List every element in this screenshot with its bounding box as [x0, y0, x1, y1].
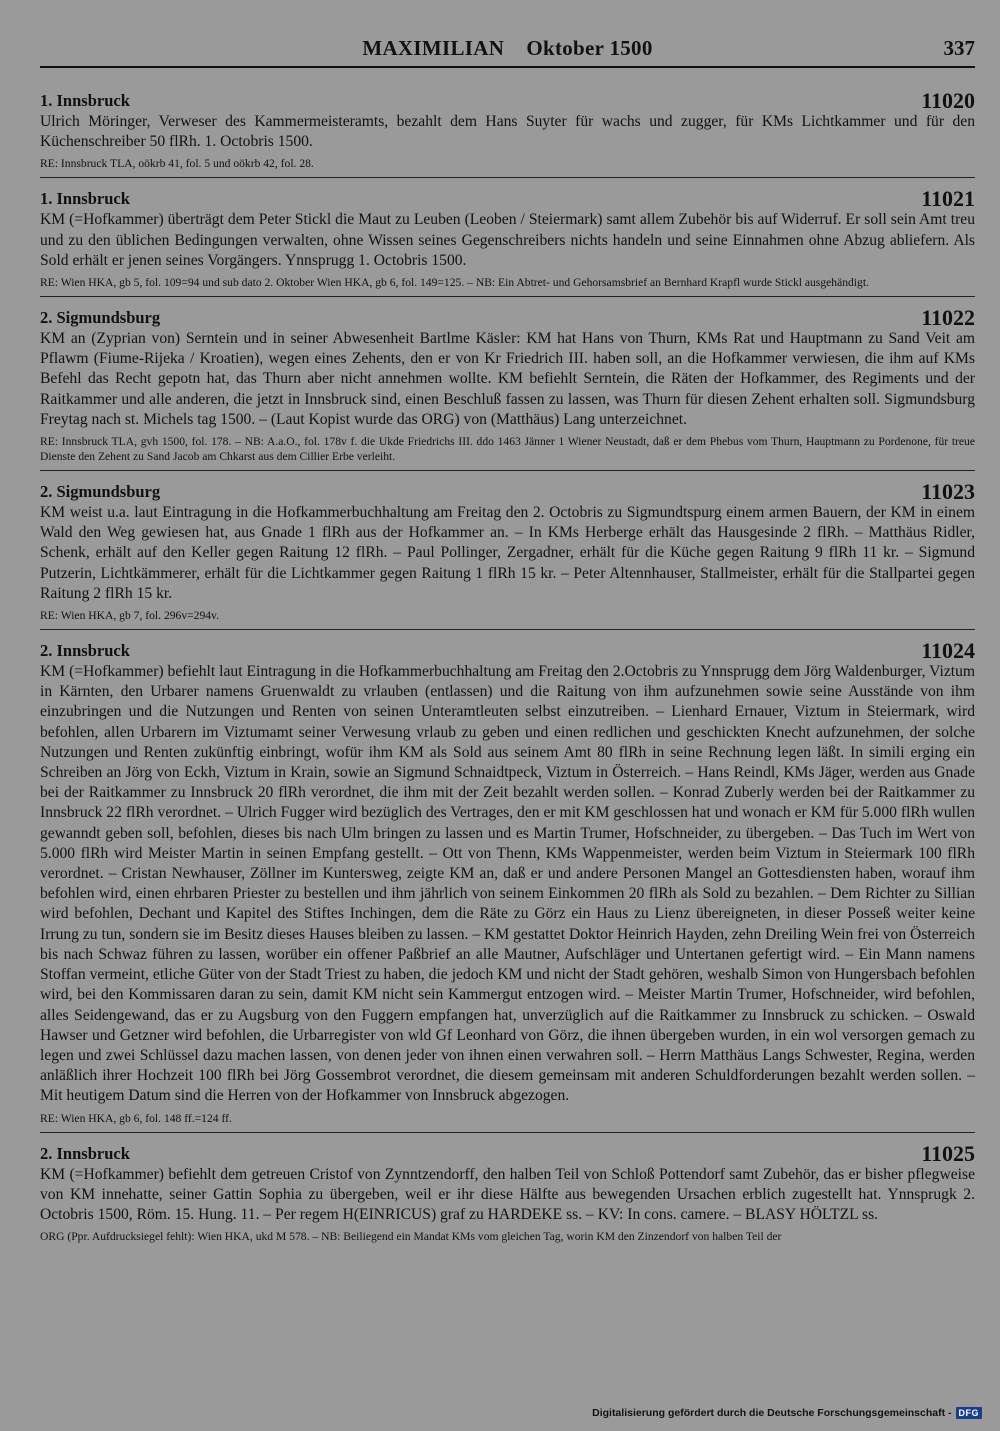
- entry-divider: [40, 1132, 975, 1133]
- entry-note: RE: Wien HKA, gb 6, fol. 148 ff.=124 ff.: [40, 1111, 232, 1125]
- entry-place: 1. Innsbruck: [40, 189, 130, 209]
- entry-body: KM (=Hofkammer) befiehlt dem getreuen Cristof von Zynntzendorff, den halben Teil von Schloß Pottendorf samt Zubehör, das er bisher pflegweise von KM innehatte, seiner Gattin Sophia zu übergeben, weil er ihr diese Hälfte aus bewegenden Ursachen erblich zugestellt hat. Ynnsprugk 2. Octobris 1500, Röm. 15. Hung. 11. – Per regem H(EINRICUS) graf zu HARDEKE ss. – KV: In cons. camere. – BLASY HÖLTZL ss.: [40, 1165, 975, 1223]
- entry-11020: [40, 88, 975, 178]
- entry-11024: [40, 638, 975, 1132]
- entry-place: 2. Sigmundsburg: [40, 308, 161, 328]
- entry-place: 2. Innsbruck: [40, 641, 130, 661]
- entry-body: KM weist u.a. laut Eintragung in die Hofkammerbuchhaltung am Freitag den 2. Octobris zu Sigmundtspurg einem armen Bauern, der KM in einem Wald den Weg gewiesen hat, aus Gnade 1 flRh aus der Hofkammer an. – In KMs Herberge erhält das Hausgesinde 2 flRh. – Matthäus Ridler, Schenk, erhält auf den Keller gegen Raitung 12 flRh. – Paul Pollinger, Zergadner, erhält für die Küche gegen Raitung 9 flRh 11 kr. – Sigmund Putzerin, Lichtkämmerer, erhält für die Lichtkammer gegen Raitung 1 flRh 15 kr. – Peter Altennhauser, Stallmeister, erhält für die Stallpartei gegen Raitung 2 flRh 15 kr.: [40, 504, 975, 602]
- entry-head: [40, 638, 975, 662]
- entry-head: [40, 186, 975, 210]
- page-header: [40, 36, 975, 66]
- entry-number: 11024: [921, 638, 975, 664]
- entry-head: [40, 88, 975, 112]
- entry-note: RE: Innsbruck TLA, oökrb 41, fol. 5 und oökrb 42, fol. 28.: [40, 157, 314, 171]
- entry-number: 11021: [921, 186, 975, 212]
- entry-head: [40, 1141, 975, 1165]
- entry-11021: [40, 186, 975, 297]
- entry-head: [40, 479, 975, 503]
- credit-text: Digitalisierung gefördert durch die Deutsche Forschungsgemeinschaft -: [592, 1407, 952, 1419]
- entry-place: 2. Sigmundsburg: [40, 482, 161, 502]
- entry-11025: [40, 1141, 975, 1245]
- digitization-credit: [592, 1407, 982, 1419]
- entry-body: KM (=Hofkammer) befiehlt laut Eintragung in die Hofkammerbuchhaltung am Freitag den 2.Octobris zu Ynnsprugg dem Jörg Waldenburger, Viztum in Kärnten, den Urbarer namens Gruenwaldt zu vrlauben (entlassen) und die Raitung von ihm aufzunehmen sowie seine Ausstände von ihm einzubringen und die Nutzungen und Renten von seinen Unteramtleuten selbst einzutreiben. – Lienhard Ernauer, Viztum in Steiermark, wird befohlen, allen Urbarern im Viztumamt seiner Verwesung vrlaub zu geben und einen redlichen und geschickten Knecht aufzunehmen, der solche Nutzungen und Renten zukünftig einbringt, wofür ihm KM als Sold aus seinem Amt 80 flRh in seine Rechnung legen läßt. In simili erging ein Schreiben an Jörg von Eckh, Viztum in Krain, sowie an Sigmund Schnaidtpeck, Viztum in Österreich. – Hans Reindl, KMs Jäger, werden aus Gnade bei der Raitkammer zu Innsbruck 20 flRh verordnet, die ihm mit der Zeit bezahlt werden sollen. – Konrad Zuberly werden bei der Raitkammer zu Innsbruck 22 flRh verordnet. – Ulrich Fugger wird bezüglich des Vertrages, den er mit KM geschlossen hat und wonach er KM für 5.000 flRh wullen gewanndt geben soll, befohlen, dieses bis nach Ulm bringen zu lassen und es Martin Trumer, Hofschneider, zu übergeben. – Das Tuch im Wert von 5.000 flRh wird Meister Martin in seinen Empfang gestellt. – Ott von Thenn, KMs Wappenmeister, werden beim Viztum in Steiermark 100 flRh verordnet. – Cristan Newhauser, Zöllner im Kuntersweg, zeigte KM an, daß er und andere Personen Mangel an Gottesdiensten haben, worauf ihm befohlen wird, einen ehrbaren Priester zu bestellen und ihm jährlich von seinem Einkommen 20 flRh als Sold zu bezahlen. – Dem Richter zu Sillian wird befohlen, Dechant und Kapitel des Stiftes Inchingen, dem die Räte zu Görz ein Haus zu Lienz übereigneten, in dieser Posseß weiter keine Irrung zu tun, sondern sie im Besitz dieses Hauses bleiben zu lassen. – KM gestattet Doktor Heinrich Hayden, zehn Dreiling Wein frei von Österreich bis nach Schwaz führen zu lassen, worüber ein offener Paßbrief an alle Mautner, Aufschläger und Untertanen gefertigt wird. – Ein Mann namens Stoffan vermeint, etliche Güter von der Stadt Triest zu haben, die jedoch KM und nicht der Stadt gehören, weshalb Simon von Hungersbach befohlen wird, bei den Kommissaren daran zu sein, damit KM nicht sein Kammergut entzogen wird. – Meister Martin Trumer, Hofschneider, wird befohlen, alles Seidengewand, das er zu Augsburg von den Fuggern empfangen hat, unverzüglich auf die Raitkammer zu Innsbruck zu schicken. – Oswald Hawser und Getzner wird befohlen, die Urbarregister von wld Gf Leonhard von Görz, die ihnen übergeben wurden, in ein wol versorgen gemach zu legen und zwei Schlüssel dazu machen lassen, von denen jeder von ihnen einen verwahren soll. – Herrn Matthäus Langs Schwester, Regina, werden anläßlich ihrer Hochzeit 100 flRh bei Jörg Gossembrot verordnet, die diesem gemeinsam mit anderen Schuldforderungen bezahlt werden sollen. – Mit heutigem Datum sind die Herren von der Hofkammer von Innsbruck abgezogen.: [40, 663, 975, 1105]
- page-number: 337: [943, 36, 975, 60]
- entries-list: [40, 88, 975, 1248]
- entry-number: 11020: [921, 88, 975, 113]
- entry-note: RE: Wien HKA, gb 7, fol. 296v=294v.: [40, 609, 220, 623]
- entry-divider: [40, 629, 975, 630]
- entry-number: 11025: [921, 1140, 975, 1166]
- entry-number: 11023: [921, 479, 975, 505]
- entry-divider: [40, 177, 975, 178]
- entry-note: RE: Innsbruck TLA, gvh 1500, fol. 178. – NB: A.a.O., fol. 178v f. die Ukde Friedrichs III. ddo 1463 Jänner 1 Wiener Neustadt, daß er dem Phebus vom Thurn, Hauptmann zu Pordenone, für treue Dienste den Zehent zu Sand Jacob am Chkarst aus dem Cillier Erbe verleiht.: [40, 435, 975, 464]
- entry-number: 11022: [921, 305, 975, 331]
- entry-divider: [40, 296, 975, 297]
- entry-divider: [40, 470, 975, 471]
- entry-head: [40, 305, 975, 329]
- entry-note: ORG (Ppr. Aufdrucksiegel fehlt): Wien HKA, ukd M 578. – NB: Beiliegend ein Mandat KMs vom gleichen Tag, worin KM den Zinzendorf von halben Teil der: [40, 1230, 782, 1244]
- entry-note: RE: Wien HKA, gb 5, fol. 109=94 und sub dato 2. Oktober Wien HKA, gb 6, fol. 149=125. – NB: Ein Abtret- und Gehorsamsbrief an Bernhard Krapfl wurde Stickl ausgehändigt.: [40, 276, 869, 290]
- entry-body: Ulrich Möringer, Verweser des Kammermeisteramts, bezahlt dem Hans Suyter für wachs und zugger, für KMs Lichtkammer und für den Küchenschreiber 50 flRh. 1. Octobris 1500.: [40, 113, 975, 151]
- header-divider: [40, 66, 975, 68]
- dfg-logo: DFG: [956, 1407, 983, 1419]
- entry-body: KM (=Hofkammer) überträgt dem Peter Stickl die Maut zu Leuben (Leoben / Steiermark) samt allem Zubehör bis auf Widerruf. Er soll sein Amt treu und zu den üblichen Bedingungen verwalten, ohne Wissen seines Gegenschreibers nichts handeln und seine Einnahmen ohne Abzug abliefern. Als Sold erhält er jenen seines Vorgängers. Ynnsprugg 1. Octobris 1500.: [40, 211, 975, 269]
- entry-place: 1. Innsbruck: [40, 91, 130, 110]
- entry-body: KM an (Zyprian von) Serntein und in seiner Abwesenheit Bartlme Käsler: KM hat Hans von Thurn, KMs Rat und Hauptmann zu Sand Veit am Pflawm (Fiume-Rijeka / Kroatien), wegen eines Zehents, den er von Kr Friedrich III. haben soll, an die Hofkammer verwiesen, die ihm auf KMs Befehl das Recht gepotn hat, das Thurn aber nicht annehmen wollte. KM befiehlt Serntein, die Räten der Hofkammer, des Regiments und der Raitkammer und alle anderen, die jetzt in Innsbruck sind, einen Beschluß fassen zu lassen, was Thurn für diesen Zehent erhalten soll. Sigmundsburg Freytag nach st. Michels tag 1500. – (Laut Kopist wurde das ORG) von (Matthäus) Lang unterzeichnet.: [40, 330, 975, 428]
- running-title: MAXIMILIAN Oktober 1500: [362, 36, 653, 60]
- entry-place: 2. Innsbruck: [40, 1143, 130, 1163]
- entry-11022: [40, 305, 975, 471]
- entry-11023: [40, 479, 975, 630]
